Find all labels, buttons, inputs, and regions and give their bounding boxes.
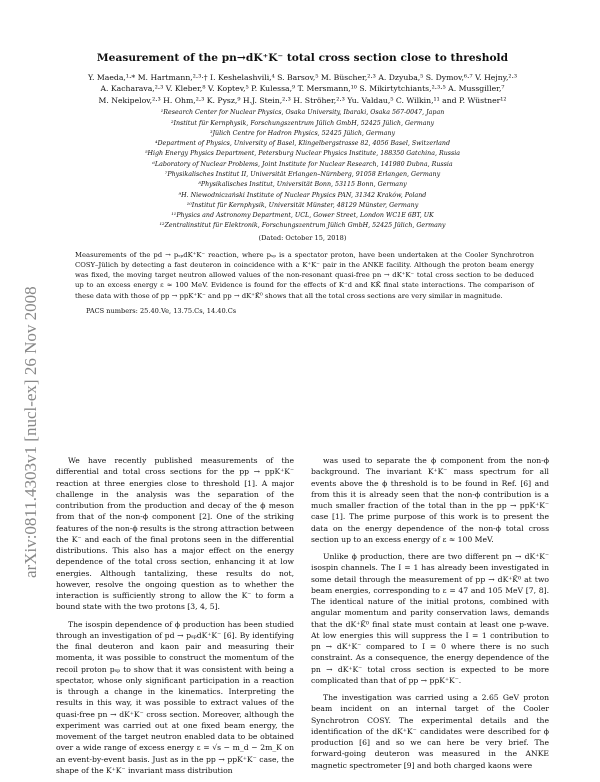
- affiliation: ¹¹Physics and Astronomy Department, UCL, Gower Street, London WC1E 6BT, UK: [171, 212, 434, 220]
- affiliation: ¹Research Center for Nuclear Physics, Osaka University, Ibaraki, Osaka 567-0047, Japan: [160, 109, 445, 117]
- affiliation: ⁶Laboratory of Nuclear Problems, Joint Institute for Nuclear Research, 141980 Dubna, Russia: [152, 160, 453, 168]
- affiliation-list: [56, 108, 549, 232]
- paper-title: Measurement of the pn→dK⁺K⁻ total cross section close to threshold: [96, 52, 509, 64]
- affiliation: ³Jülich Centre for Hadron Physics, 52425 Jülich, Germany: [209, 129, 396, 137]
- affiliation: ⁹H. Niewodniczański Institute of Nuclear Physics PAN, 31342 Kraków, Poland: [178, 191, 427, 199]
- paragraph: The investigation was carried using a 2.65 GeV proton beam incident on an internal target of the Cooler Synchrotron COSY. The experimental details and the identification of the dK⁺K⁻ candidates were described for ϕ production [6] and so we can here be very brief. The forward-going deuteron was measured in the ANKE magnetic spectrometer [9] and both charged kaons were: [311, 693, 549, 770]
- affiliation: ²Institut für Kernphysik, Forschungszentrum Jülich GmbH, 52425 Jülich, Germany: [170, 119, 435, 127]
- paragraph: Unlike ϕ production, there are two different pn → dK⁺K⁻ isospin channels. The I = 1 has already been investigated in some detail through the measurement of pp → dK⁺K̄⁰ at two beam energies, corresponding to ε = 47 and 105 MeV [7, 8]. The identical nature of the initial protons, combined with angular momentum and parity conservation laws, demands that the dK⁺K̄⁰ final state must contain at least one p-wave. At low energies this will suppress the I = 1 contribution to pn → dK⁺K⁻ compared to I = 0 where there is no such constraint. As a consequence, the energy dependence of the pn → dK⁺K⁻ total cross section is expected to be more complicated than that of pp → ppK⁺K⁻.: [311, 552, 549, 685]
- arxiv-sidebar-stamp: [14, 180, 44, 580]
- left-column: [56, 455, 294, 782]
- paper-page: [56, 52, 549, 775]
- arxiv-identifier: arXiv:0811.4303v1 [nucl-ex] 26 Nov 2008: [21, 286, 40, 578]
- affiliation: ¹⁰Institut für Kernphysik, Universität Münster, 48129 Münster, Germany: [186, 201, 419, 209]
- affiliation: ⁷Physikalisches Institut II, Universität Erlangen–Nürnberg, 91058 Erlangen, Germany: [164, 171, 441, 178]
- abstract: Measurements of the pd → pₛₚdK⁺K⁻ reaction, where pₛₚ is a spectator proton, have been undertaken at the Cooler Synchrotron COSY–Jülich by detecting a fast deuteron in coincidence with a K⁺K⁻ pair in the ANKE facility. Although the proton beam energy was fixed, the moving target neutron allowed values of the non-resonant quasi-free pn → dK⁺K⁻ total cross section to be deduced up to an excess energy ε ≈ 100 MeV. Evidence is found for the effects of K⁻d and KK̄ final state interactions. The comparison of these data with those of pp → ppK⁺K⁻ and pp → dK⁺K̄⁰ shows that all the total cross sections are very similar in magnitude.: [75, 250, 534, 300]
- author-line: M. Nekipelov,²·³ H. Ohm,²·³ K. Pysz,⁹ H.J. Stein,²·³ H. Ströher,²·³ Yu. Valdau,⁵ C. Wilkin,¹¹ and P. Wüstner¹²: [98, 95, 507, 105]
- affiliation: ¹²Zentralinstitut für Elektronik, Forschungszentrum Jülich GmbH, 52425 Jülich, Germany: [159, 222, 446, 230]
- author-list: [56, 72, 549, 106]
- date-line: (Dated: October 15, 2018): [258, 233, 347, 242]
- right-column: [311, 455, 549, 777]
- paragraph: The isospin dependence of ϕ production has been studied through an investigation of pd → pₛₚdK⁺K⁻ [6]. By identifying the final deuteron and kaon pair and measuring their momenta, it was possible to construct the momentum of the recoil proton pₛₚ to show that it was consistent with being a spectator, whose only significant participation in a reaction is through a change in the kinematics. Interpreting the results in this way, it was possible to extract values of the quasi-free pn → dK⁺K⁻ cross section. Moreover, although the experiment was carried out at one fixed beam energy, the movement of the target neutron enabled data to be obtained over a wide range of excess energy ε = √s − m_d − 2m_K on an event-by-event basis. Just as in the pp → ppK⁺K⁻ case, the shape of the K⁺K⁻ invariant mass distribution: [56, 619, 294, 775]
- affiliation: ⁵High Energy Physics Department, Petersburg Nuclear Physics Institute, 188350 Gatchina, Russia: [144, 150, 461, 158]
- paragraph: was used to separate the ϕ component from the non-ϕ background. The invariant K⁺K⁻ mass spectrum for all events above the ϕ threshold is to be found in Ref. [6] and from this it is already seen that the non-ϕ contribution is a much smaller fraction of the total than in the pp → ppK⁺K⁻ case [1]. The prime purpose of this work is to present the data on the energy dependence of the non-ϕ total cross section up to an excess energy of ε ≈ 100 MeV.: [311, 456, 549, 544]
- author-line: A. Kacharava,²·³ V. Kleber,⁸ V. Koptev,⁵ P. Kulessa,⁹ T. Mersmann,¹⁰ S. Mikirtytchiants,²·³·⁵ A. Mussgiller,⁷: [100, 84, 505, 94]
- pacs-numbers: PACS numbers: 25.40.Ve, 13.75.Cs, 14.40.Cs: [86, 306, 237, 315]
- affiliation: ⁸Physikalisches Institut, Universität Bonn, 53115 Bonn, Germany: [198, 181, 407, 189]
- paragraph: We have recently published measurements of the differential and total cross sections for the pp → ppK⁺K⁻ reaction at three energies close to threshold [1]. A major challenge in the analysis was the separation of the contribution from the production and decay of the ϕ meson from that of the non-ϕ component [2]. One of the striking features of the non-ϕ results is the strong attraction between the K⁻ and each of the final protons seen in the differential distributions. This also has a major effect on the energy dependence of the total cross section, enhancing it at low energies. Although tantalizing, these results do not, however, resolve the ongoing question as to whether the interaction is sufficiently strong to allow the K⁻ to form a bound state with the two protons [3, 4, 5].: [56, 456, 294, 612]
- author-line: Y. Maeda,¹·* M. Hartmann,²·³·† I. Keshelashvili,⁴ S. Barsov,⁵ M. Büscher,²·³ A. Dzyuba,⁵ S. Dymov,⁶·⁷ V. Hejny,²·³: [87, 73, 518, 82]
- affiliation: ⁴Department of Physics, University of Basel, Klingelbergstrasse 82, 4056 Basel, Switzerland: [154, 140, 450, 148]
